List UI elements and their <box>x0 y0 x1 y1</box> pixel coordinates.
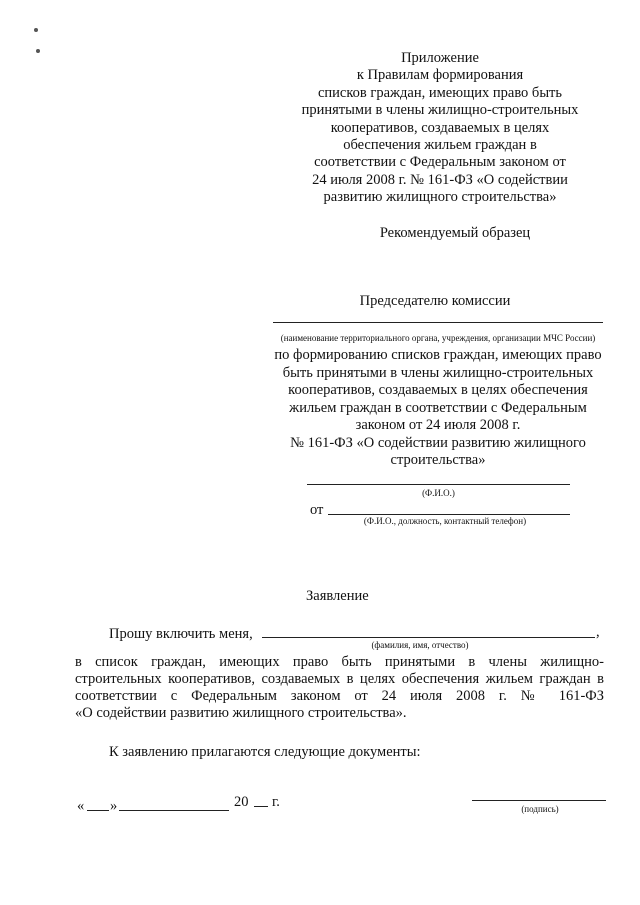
appendix-header <box>270 50 610 207</box>
statement-body-line: соответствии с Федеральным законом от 24 июля 2008 г. № 161-ФЗ <box>75 688 604 704</box>
commission-text <box>262 347 614 470</box>
applicant-details-line[interactable] <box>328 514 570 515</box>
applicant-name-caption: (фамилия, имя, отчество) <box>371 640 469 650</box>
date-quote-open: « <box>77 798 85 814</box>
appendix-line: соответствии с Федеральным законом от <box>314 154 566 171</box>
commission-line: строительства» <box>390 452 486 468</box>
applicant-name-line[interactable] <box>262 637 595 638</box>
commission-line: № 161-ФЗ «О содействии развитию жилищного <box>290 434 586 451</box>
chairman-fio-caption: (Ф.И.О.) <box>422 488 455 498</box>
statement-title: Заявление <box>306 588 369 604</box>
date-quote-close: » <box>110 798 118 814</box>
commission-line: быть принятыми в члены жилищно-строительных <box>282 364 594 381</box>
statement-body-line: «О содействии развитию жилищного строительства». <box>75 705 407 721</box>
date-year-suffix: г. <box>272 794 280 810</box>
commission-line: законом от 24 июля 2008 г. <box>355 417 521 433</box>
appendix-line: обеспечения жильем граждан в <box>343 137 537 154</box>
date-year-line[interactable] <box>254 806 268 807</box>
recommended-sample-label: Рекомендуемый образец <box>379 225 531 241</box>
appendix-line: Приложение <box>401 50 479 66</box>
commission-line: кооперативов, создаваемых в целях обеспечения <box>288 382 588 398</box>
date-month-line[interactable] <box>119 810 229 811</box>
org-name-line[interactable] <box>273 322 603 323</box>
commission-line: жильем граждан в соответствии с Федеральным <box>289 399 587 416</box>
appendix-line: кооперативов, создаваемых в целях <box>330 119 550 136</box>
applicant-details-caption: (Ф.И.О., должность, контактный телефон) <box>363 516 527 526</box>
attachments-label: К заявлению прилагаются следующие документы: <box>109 744 421 760</box>
appendix-line: развитию жилищного строительства» <box>323 189 557 206</box>
chairman-fio-line[interactable] <box>307 484 570 485</box>
signature-line[interactable] <box>472 800 606 801</box>
appendix-line: принятыми в члены жилищно-строительных <box>301 102 579 119</box>
date-year-prefix: 20 <box>234 794 249 810</box>
org-name-caption: (наименование территориального органа, учреждения, организации МЧС России) <box>280 333 596 343</box>
appendix-line: списков граждан, имеющих право быть <box>317 84 563 101</box>
commission-line: по формированию списков граждан, имеющих право <box>274 347 602 363</box>
statement-body-line: в список граждан, имеющих право быть принятыми в члены жилищно- <box>75 654 604 670</box>
appendix-line: к Правилам формирования <box>356 67 524 84</box>
scan-dot <box>34 28 38 32</box>
date-day-line[interactable] <box>87 810 109 811</box>
request-comma: , <box>596 624 600 640</box>
scan-dot <box>36 49 40 53</box>
appendix-line: 24 июля 2008 г. № 161-ФЗ «О содействии <box>312 171 568 188</box>
chairman-label: Председателю комиссии <box>359 293 511 309</box>
statement-body-line: строительных кооперативов, создаваемых в целях обеспечения жильем граждан в <box>75 671 604 687</box>
from-label: от <box>310 502 324 518</box>
signature-caption: (подпись) <box>521 804 559 814</box>
request-prefix: Прошу включить меня, <box>109 626 253 642</box>
